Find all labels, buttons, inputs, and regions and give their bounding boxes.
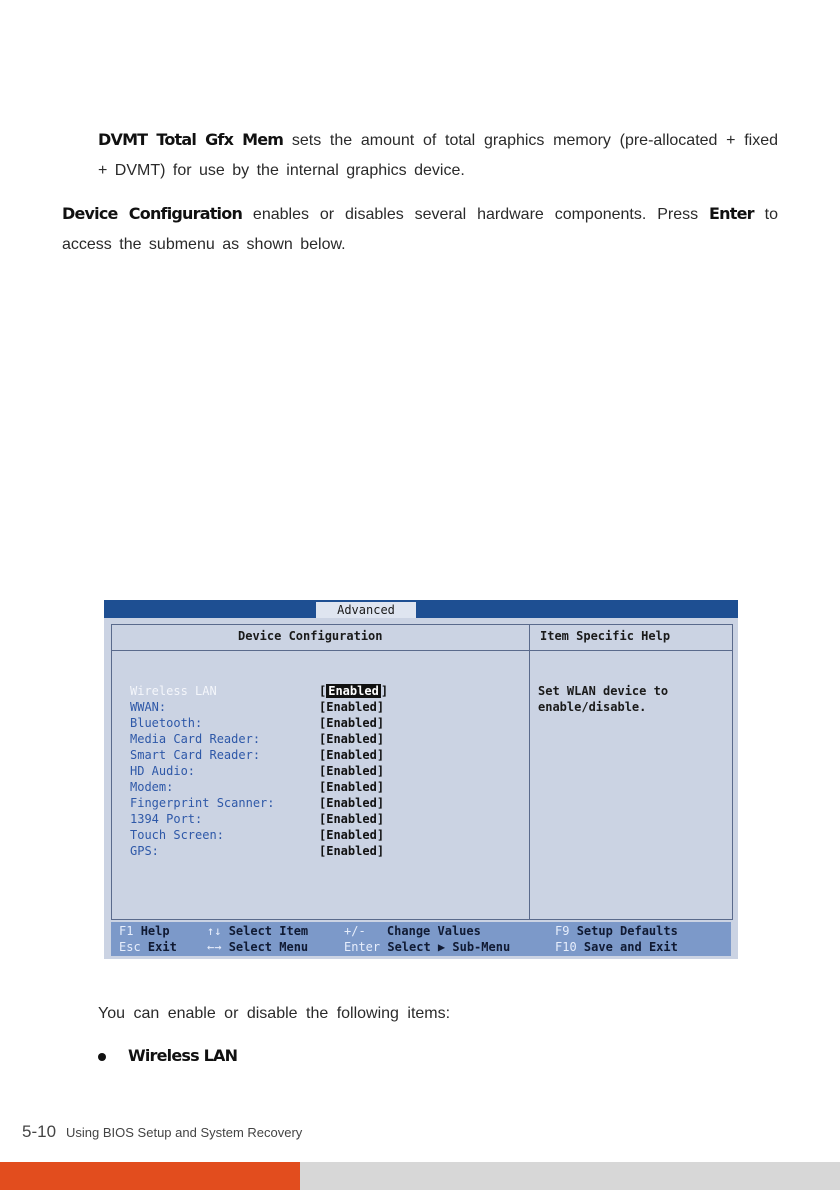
legend-esc: Esc Exit <box>119 940 177 954</box>
device-config-description-a: enables or disables several hardware components. Press <box>242 206 710 223</box>
bios-item-smart-card-reader[interactable] <box>130 747 420 763</box>
chapter-title: Using BIOS Setup and System Recovery <box>66 1125 303 1140</box>
item-value[interactable]: [Enabled] <box>319 796 385 810</box>
bios-item-wireless-lan[interactable] <box>130 683 420 699</box>
bios-item-bluetooth[interactable] <box>130 715 420 731</box>
footer-bar-gray <box>300 1162 840 1190</box>
page-number: 5-10 <box>22 1122 57 1141</box>
item-value[interactable]: [Enabled] <box>319 828 385 842</box>
panel-divider-horizontal <box>112 650 732 651</box>
legend-save-exit: F10 Save and Exit <box>555 940 678 954</box>
bios-menu-bar <box>104 600 738 618</box>
legend-select-item: ↑↓ Select Item <box>207 924 309 938</box>
bios-item-gps[interactable] <box>130 843 420 859</box>
bios-key-legend <box>111 922 731 956</box>
item-label: 1394 Port: <box>130 812 203 826</box>
bios-item-modem[interactable] <box>130 779 420 795</box>
item-value[interactable]: [Enabled] <box>319 732 385 746</box>
device-config-term: Device Configuration <box>62 204 243 223</box>
item-value[interactable]: [Enabled] <box>319 812 385 826</box>
bios-item-1394-port[interactable] <box>130 811 420 827</box>
device-config-paragraph <box>62 199 778 260</box>
item-label: Media Card Reader: <box>130 732 261 746</box>
bios-item-fingerprint-scanner[interactable] <box>130 795 420 811</box>
item-label: Fingerprint Scanner: <box>130 796 275 810</box>
help-text: Set WLAN device to enable/disable. <box>538 684 669 714</box>
item-label: Wireless LAN <box>130 684 217 698</box>
bios-screenshot <box>104 600 738 959</box>
legend-setup-defaults: F9 Setup Defaults <box>555 924 678 938</box>
enter-key-term: Enter <box>709 204 754 223</box>
item-value[interactable]: [Enabled] <box>319 700 385 714</box>
panel-title: Device Configuration <box>238 629 383 643</box>
bullet-label: Wireless LAN <box>128 1046 238 1065</box>
device-list <box>130 683 420 859</box>
item-label: HD Audio: <box>130 764 196 778</box>
bios-item-media-card-reader[interactable] <box>130 731 420 747</box>
item-value[interactable]: [Enabled] <box>319 716 385 730</box>
items-intro: You can enable or disable the following items: <box>98 1005 451 1022</box>
legend-f1: F1 Help <box>119 924 170 938</box>
item-label: GPS: <box>130 844 159 858</box>
item-label: Modem: <box>130 780 174 794</box>
item-value[interactable]: [Enabled] <box>319 844 385 858</box>
footer-bar-accent <box>0 1162 300 1190</box>
bios-item-wwan[interactable] <box>130 699 420 715</box>
dvmt-description: sets the amount of total graphics memory (pre-allocated + fixed + DVMT) for use by the internal graphics device. <box>98 132 778 179</box>
item-label: Bluetooth: <box>130 716 203 730</box>
dvmt-term: DVMT Total Gfx Mem <box>98 130 284 149</box>
bios-item-touch-screen[interactable] <box>130 827 420 843</box>
legend-change-values: +/- Change Values <box>344 924 481 938</box>
tab-advanced[interactable]: Advanced <box>316 602 416 618</box>
legend-select-menu: ←→ Select Menu <box>207 940 309 954</box>
item-value[interactable]: [ Enabled ] <box>319 684 389 698</box>
item-label: WWAN: <box>130 700 167 714</box>
item-label: Smart Card Reader: <box>130 748 261 762</box>
item-value[interactable]: [Enabled] <box>319 748 385 762</box>
bios-item-hd-audio[interactable] <box>130 763 420 779</box>
help-title: Item Specific Help <box>540 629 671 643</box>
dvmt-paragraph <box>98 125 778 186</box>
item-label: Touch Screen: <box>130 828 224 842</box>
bullet-dot-icon <box>98 1053 106 1061</box>
bullet-item <box>98 1046 237 1066</box>
page-footer <box>22 1122 302 1142</box>
bios-main-panel <box>111 624 733 920</box>
device-config-description-b: to access the submenu as shown below. <box>62 206 778 253</box>
item-value[interactable]: [Enabled] <box>319 780 385 794</box>
legend-submenu: Enter Select ▶ Sub-Menu <box>344 940 511 954</box>
item-value[interactable]: [Enabled] <box>319 764 385 778</box>
panel-divider-vertical <box>529 625 530 919</box>
